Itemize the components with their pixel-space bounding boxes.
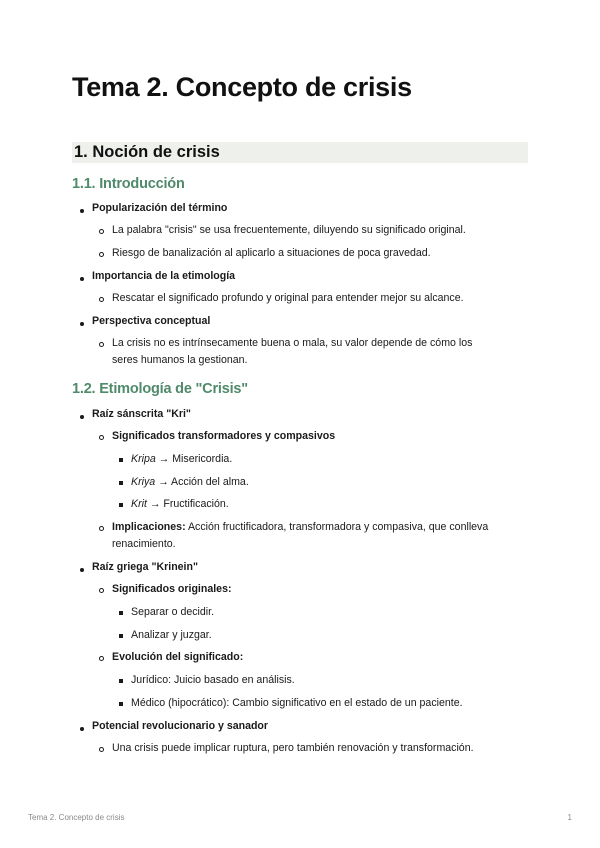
bullet-disc	[80, 322, 84, 326]
list-item: Jurídico: Juicio basado en análisis.	[131, 674, 295, 686]
list-item-importancia: Importancia de la etimología	[92, 270, 236, 282]
bullet-circle	[99, 229, 104, 234]
list-item-potencial: Potencial revolucionario y sanador	[92, 720, 269, 732]
section-heading-nocion: 1. Noción de crisis	[72, 142, 528, 163]
list-item: Riesgo de banalización al aplicarlo a situaciones de poca gravedad.	[112, 247, 431, 259]
list-item: Analizar y juzgar.	[131, 629, 212, 641]
list-item: Médico (hipocrático): Cambio significativo en el estado de un paciente.	[131, 697, 463, 709]
bullet-circle	[99, 297, 104, 302]
footer-title: Tema 2. Concepto de crisis	[28, 813, 125, 822]
bullet-circle	[99, 435, 104, 440]
bullet-circle	[99, 342, 104, 347]
bullet-circle	[99, 656, 104, 661]
bullet-disc	[80, 209, 84, 213]
bullet-circle	[99, 252, 104, 257]
list-item-significados: Significados transformadores y compasivos	[112, 430, 336, 442]
bullet-square	[119, 611, 123, 615]
list-item: Una crisis puede implicar ruptura, pero también renovación y transformación.	[112, 742, 474, 754]
list-item-perspectiva: Perspectiva conceptual	[92, 315, 211, 327]
bullet-disc	[80, 568, 84, 572]
list-item: Separar o decidir.	[131, 606, 215, 618]
page-title: Tema 2. Concepto de crisis	[72, 72, 412, 102]
bullet-square	[119, 634, 123, 638]
list-item-popularizacion: Popularización del término	[92, 202, 228, 214]
list-item: Rescatar el significado profundo y original para entender mejor su alcance.	[112, 292, 464, 304]
bullet-disc	[80, 415, 84, 419]
list-item-evolucion: Evolución del significado:	[112, 651, 244, 663]
subsection-heading-etimologia: 1.2. Etimología de "Crisis"	[72, 381, 248, 397]
page-number: 1	[567, 813, 572, 822]
list-item-term-kripa: Kripa → Misericordia.	[131, 453, 233, 465]
list-item-term-krit: Krit → Fructificación.	[131, 498, 229, 510]
bullet-square	[119, 702, 123, 706]
bullet-circle	[99, 588, 104, 593]
bullet-square	[119, 679, 123, 683]
list-item: La crisis no es intrínsecamente buena o mala, su valor depende de cómo los	[112, 337, 473, 349]
list-item: La palabra "crisis" se usa frecuentemente, diluyendo su significado original.	[112, 224, 466, 236]
bullet-disc	[80, 277, 84, 281]
bullet-square	[119, 458, 123, 462]
list-item-continuation: seres humanos la gestionan.	[112, 354, 248, 366]
bullet-circle	[99, 526, 104, 531]
list-item-significados-originales: Significados originales:	[112, 583, 232, 595]
bullet-disc	[80, 727, 84, 731]
bullet-square	[119, 481, 123, 485]
bullet-square	[119, 503, 123, 507]
list-item-raiz-griega: Raíz griega "Krinein"	[92, 561, 198, 573]
list-item-term-kriya: Kriya → Acción del alma.	[131, 476, 249, 488]
list-item-implicaciones: Implicaciones: Acción fructificadora, transformadora y compasiva, que conlleva	[112, 521, 489, 533]
list-item-raiz-sanscrita: Raíz sánscrita "Kri"	[92, 408, 191, 420]
list-item-continuation: renacimiento.	[112, 538, 176, 550]
subsection-heading-introduccion: 1.1. Introducción	[72, 176, 185, 192]
bullet-circle	[99, 747, 104, 752]
